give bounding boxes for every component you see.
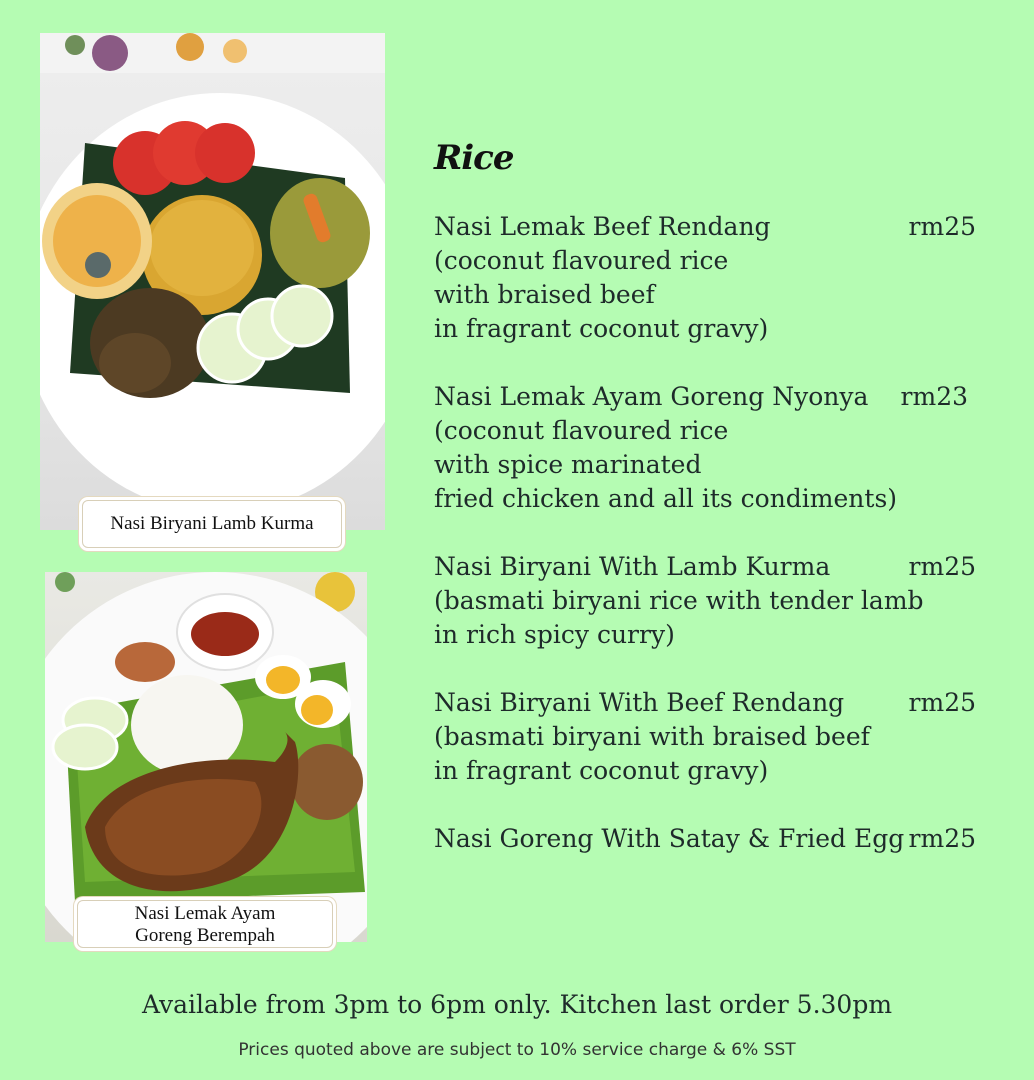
menu-item	[434, 550, 994, 652]
menu-item	[434, 822, 994, 856]
menu-item	[434, 380, 994, 516]
photo-nasi-biryani-lamb-kurma	[40, 33, 385, 530]
photo-caption-nasi-lemak-line2: Goreng Berempah	[135, 925, 275, 946]
section-title: Rice	[434, 138, 514, 178]
menu-item-name: Nasi Goreng With Satay & Fried Egg	[434, 824, 905, 853]
biryani-plate-illustration	[40, 33, 385, 530]
photo-caption-biryani-text: Nasi Biryani Lamb Kurma	[110, 513, 314, 534]
availability-notice: Available from 3pm to 6pm only. Kitchen last order 5.30pm	[141, 990, 893, 1019]
photo-caption-biryani	[82, 500, 342, 548]
menu-item	[434, 686, 994, 788]
menu-item-description: (basmati biryani rice with tender lamb in rich spicy curry)	[434, 586, 924, 649]
menu-list	[434, 210, 994, 890]
menu-item-price: rm23	[900, 382, 968, 411]
menu-item-price: rm25	[908, 552, 976, 581]
menu-item-name: Nasi Lemak Beef Rendang	[434, 212, 771, 241]
menu-item-name: Nasi Biryani With Beef Rendang	[434, 688, 845, 717]
menu-item-name: Nasi Lemak Ayam Goreng Nyonya	[434, 382, 869, 411]
nasi-lemak-plate-illustration	[45, 572, 367, 942]
menu-item	[434, 210, 994, 346]
menu-item-description: (coconut flavoured rice with braised beef in fragrant coconut gravy)	[434, 246, 769, 343]
photo-nasi-lemak-ayam-goreng-berempah	[45, 572, 367, 942]
photo-caption-nasi-lemak-line1: Nasi Lemak Ayam	[134, 903, 276, 924]
service-charge-note: Prices quoted above are subject to 10% service charge & 6% SST	[238, 1040, 796, 1060]
photo-caption-nasi-lemak	[77, 900, 333, 948]
menu-item-description: (basmati biryani with braised beef in fragrant coconut gravy)	[434, 722, 870, 785]
menu-item-price: rm25	[908, 824, 976, 853]
menu-item-price: rm25	[908, 688, 976, 717]
menu-item-description: (coconut flavoured rice with spice marinated fried chicken and all its condiments)	[434, 416, 898, 513]
menu-item-price: rm25	[908, 212, 976, 241]
menu-item-name: Nasi Biryani With Lamb Kurma	[434, 552, 831, 581]
